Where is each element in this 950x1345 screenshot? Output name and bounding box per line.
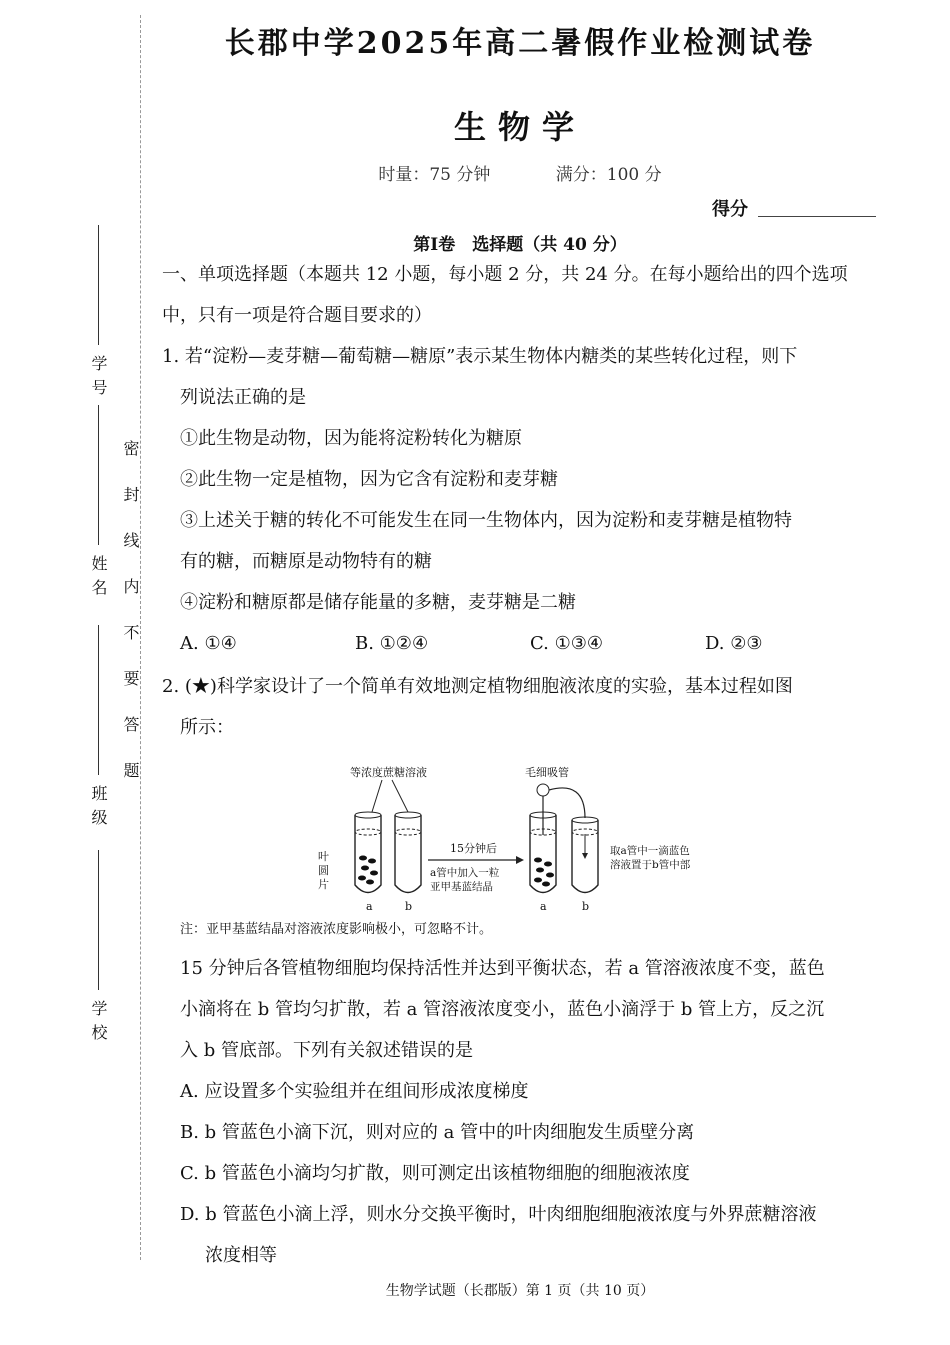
- fig-leaf-1: 叶: [318, 850, 329, 863]
- fig-arrow-head: [516, 856, 524, 864]
- school-label: 学校: [89, 1000, 108, 1048]
- q1-option-a[interactable]: A. ①④: [180, 633, 237, 654]
- section-heading-1: 一、单项选择题（本题共 12 小题，每小题 2 分，共 24 分。在每小题给出的四个选项: [162, 264, 848, 285]
- tube-a-after: [530, 784, 585, 893]
- tube-b-after: [572, 817, 598, 893]
- q2-option-c[interactable]: C. b 管蓝色小滴均匀扩散，则可测定出该植物细胞的细胞液浓度: [180, 1163, 690, 1184]
- tube-a-label-1: a: [366, 900, 373, 913]
- tube-b-label-1: b: [405, 900, 413, 913]
- tube-a-label-2: a: [540, 900, 547, 913]
- name-blank[interactable]: [98, 405, 99, 545]
- q2-option-d-2: 浓度相等: [205, 1245, 277, 1266]
- subject-title: 生物学: [453, 108, 586, 146]
- q1-statement-3a: ③上述关于糖的转化不可能发生在同一生物体内，因为淀粉和麦芽糖是植物特: [180, 510, 792, 531]
- q2-body-3: 入 b 管底部。下列有关叙述错误的是: [180, 1040, 473, 1061]
- q2-option-d-1[interactable]: D. b 管蓝色小滴上浮，则水分交换平衡时，叶肉细胞细胞液浓度与外界蔗糖溶液: [180, 1204, 817, 1225]
- q1-stem-1: 1. 若“淀粉—麦芽糖—葡萄糖—糖原”表示某生物体内糖类的某些转化过程，则下: [162, 346, 798, 367]
- page-footer: 生物学试题（长郡版）第 1 页（共 10 页）: [385, 1283, 655, 1299]
- fig-take-2: 溶液置于b管中部: [610, 859, 691, 871]
- q2-body-1: 15 分钟后各管植物细胞均保持活性并达到平衡状态，若 a 管溶液浓度不变，蓝色: [180, 958, 825, 979]
- fig-leaf-2: 圆: [318, 864, 329, 877]
- time-limit: 时量：75 分钟: [378, 165, 491, 185]
- q2-option-b[interactable]: B. b 管蓝色小滴下沉，则对应的 a 管中的叶肉细胞发生质壁分离: [180, 1122, 695, 1143]
- fig-add-1: a管中加入一粒: [430, 867, 500, 879]
- section-heading-2: 中，只有一项是符合题目要求的）: [162, 305, 432, 326]
- q1-option-c[interactable]: C. ①③④: [530, 633, 603, 654]
- fig-take-1: 取a管中一滴蓝色: [610, 845, 690, 857]
- q2-stem-1: 2. (★)科学家设计了一个简单有效地测定植物细胞液浓度的实验，基本过程如图: [162, 676, 793, 697]
- class-label: 班级: [89, 785, 108, 833]
- q1-statement-2: ②此生物一定是植物，因为它含有淀粉和麦芽糖: [180, 469, 558, 490]
- score-label: 得分: [712, 199, 748, 220]
- tube-b-label-2: b: [582, 900, 590, 913]
- fig-pointer-1: [372, 780, 382, 812]
- section-title: 第Ⅰ卷 选择题（共 40 分）: [413, 235, 627, 255]
- score-blank[interactable]: [758, 216, 876, 217]
- student-id-label: 学号: [89, 355, 108, 403]
- q2-option-a[interactable]: A. 应设置多个实验组并在组间形成浓度梯度: [180, 1081, 529, 1102]
- fig-label-sucrose: 等浓度蔗糖溶液: [350, 766, 427, 779]
- fig-label-capillary: 毛细吸管: [525, 766, 569, 779]
- student-id-blank[interactable]: [98, 225, 99, 345]
- q1-option-d[interactable]: D. ②③: [705, 633, 763, 654]
- fig-time: 15分钟后: [450, 842, 497, 855]
- q2-body-2: 小滴将在 b 管均匀扩散，若 a 管溶液浓度变小，蓝色小滴浮于 b 管上方，反之沉: [180, 999, 825, 1020]
- exam-meta: [150, 160, 890, 185]
- q2-note: 注：亚甲基蓝结晶对溶液浓度影响极小，可忽略不计。: [180, 922, 493, 937]
- q1-statement-4: ④淀粉和糖原都是储存能量的多糖，麦芽糖是二糖: [180, 592, 576, 613]
- q1-statement-3b: 有的糖，而糖原是动物特有的糖: [180, 551, 432, 572]
- full-score: 满分：100 分: [555, 165, 662, 185]
- tube-b-before: [395, 812, 421, 893]
- exam-title: 长郡中学2025年高二暑假作业检测试卷: [224, 26, 816, 61]
- q1-stem-2: 列说法正确的是: [180, 387, 306, 408]
- seal-text: 密封线内不要答题: [121, 440, 140, 808]
- fig-add-2: 亚甲基蓝结晶: [430, 881, 493, 893]
- class-blank[interactable]: [98, 625, 99, 775]
- fig-pointer-2: [392, 780, 408, 812]
- fig-leaf-3: 片: [318, 878, 329, 891]
- q2-stem-2: 所示：: [180, 717, 234, 738]
- q1-statement-1: ①此生物是动物，因为能将淀粉转化为糖原: [180, 428, 522, 449]
- q1-option-b[interactable]: B. ①②④: [355, 633, 429, 654]
- experiment-figure: [310, 760, 730, 916]
- tube-a-before: [355, 812, 381, 893]
- name-label: 姓名: [89, 555, 108, 603]
- q1-options: [180, 633, 880, 654]
- school-blank[interactable]: [98, 850, 99, 990]
